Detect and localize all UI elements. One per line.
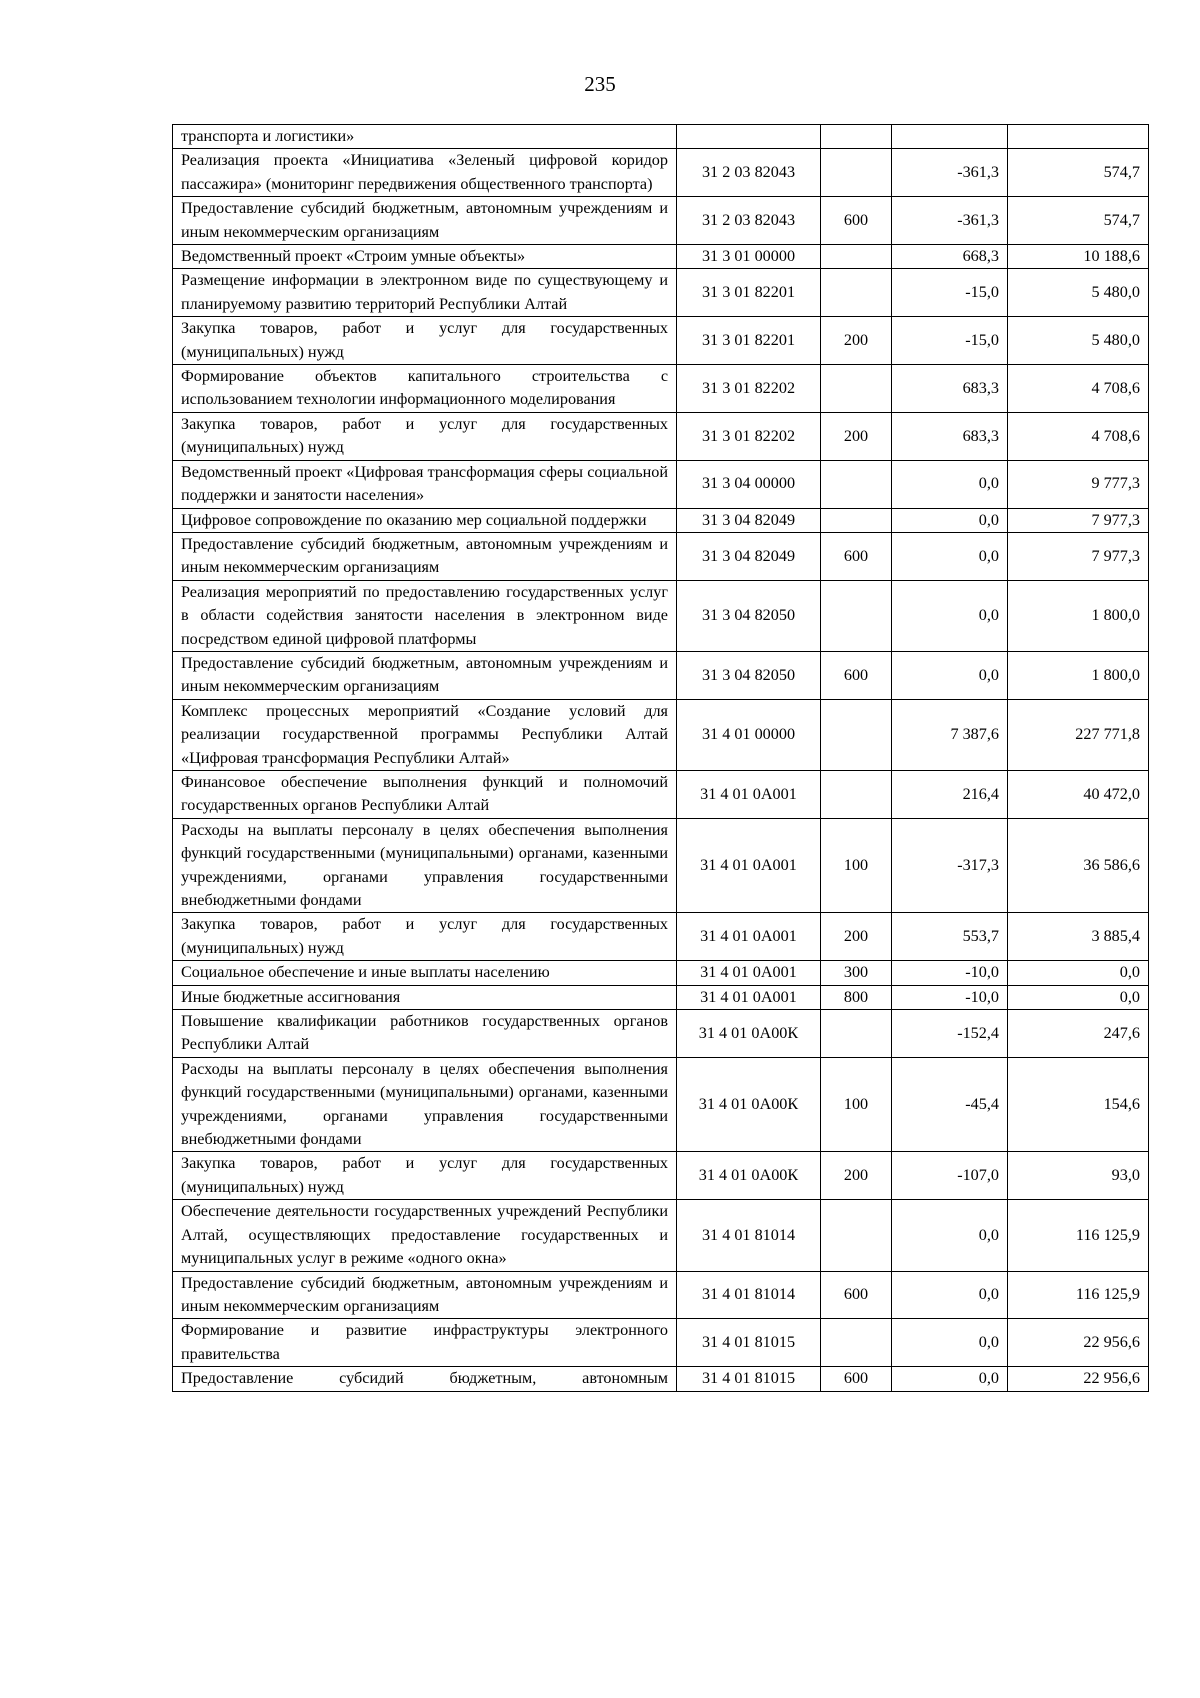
row-total: 154,6 xyxy=(1008,1057,1149,1152)
row-expense-type xyxy=(821,149,892,197)
row-total: 5 480,0 xyxy=(1008,269,1149,317)
row-expense-type: 600 xyxy=(821,532,892,580)
table-row xyxy=(173,961,1149,985)
row-change: 553,7 xyxy=(892,913,1008,961)
row-change: -45,4 xyxy=(892,1057,1008,1152)
row-code: 31 3 04 82050 xyxy=(677,651,821,699)
row-change: 683,3 xyxy=(892,365,1008,413)
row-total: 93,0 xyxy=(1008,1152,1149,1200)
table-row xyxy=(173,149,1149,197)
page-number: 235 xyxy=(584,72,616,96)
row-name: Закупка товаров, работ и услуг для государственных (муниципальных) нужд xyxy=(173,1152,677,1200)
row-name: Ведомственный проект «Строим умные объекты» xyxy=(173,245,677,269)
row-change: 0,0 xyxy=(892,460,1008,508)
row-name: Комплекс процессных мероприятий «Создание условий для реализации государственной программы Республики Алтай «Цифровая трансформация Республики Алтай» xyxy=(173,699,677,770)
row-change: 668,3 xyxy=(892,245,1008,269)
row-code: 31 3 04 82050 xyxy=(677,580,821,651)
row-name: Расходы на выплаты персоналу в целях обеспечения выполнения функций государственными (муниципальными) органами, казенными учреждениями, органами управления государственными внебюджетными фондами xyxy=(173,818,677,913)
row-expense-type xyxy=(821,1319,892,1367)
row-total: 3 885,4 xyxy=(1008,913,1149,961)
row-code: 31 3 04 82049 xyxy=(677,508,821,532)
row-name: Предоставление субсидий бюджетным, автономным учреждениям и иным некоммерческим организациям xyxy=(173,197,677,245)
row-expense-type: 600 xyxy=(821,1367,892,1391)
row-change: -317,3 xyxy=(892,818,1008,913)
row-change: 0,0 xyxy=(892,508,1008,532)
row-name: Повышение квалификации работников государственных органов Республики Алтай xyxy=(173,1010,677,1058)
row-change: -15,0 xyxy=(892,317,1008,365)
table-row xyxy=(173,1200,1149,1271)
row-name: Закупка товаров, работ и услуг для государственных (муниципальных) нужд xyxy=(173,913,677,961)
table-row xyxy=(173,532,1149,580)
row-name: Закупка товаров, работ и услуг для государственных (муниципальных) нужд xyxy=(173,412,677,460)
row-expense-type xyxy=(821,245,892,269)
row-expense-type xyxy=(821,770,892,818)
row-name: Реализация проекта «Инициатива «Зеленый цифровой коридор пассажира» (мониторинг передвижения общественного транспорта) xyxy=(173,149,677,197)
row-total: 9 777,3 xyxy=(1008,460,1149,508)
row-total: 40 472,0 xyxy=(1008,770,1149,818)
row-change: 0,0 xyxy=(892,1200,1008,1271)
row-code: 31 2 03 82043 xyxy=(677,149,821,197)
row-name: Предоставление субсидий бюджетным, автономным учреждениям и иным некоммерческим организациям xyxy=(173,651,677,699)
row-change: -361,3 xyxy=(892,149,1008,197)
row-name: Обеспечение деятельности государственных учреждений Республики Алтай, осуществляющих предоставление государственных и муниципальных услуг в режиме «одного окна» xyxy=(173,1200,677,1271)
row-code: 31 3 01 82202 xyxy=(677,412,821,460)
row-expense-type xyxy=(821,125,892,149)
row-change: -10,0 xyxy=(892,985,1008,1009)
row-code: 31 3 01 82201 xyxy=(677,317,821,365)
row-expense-type: 600 xyxy=(821,651,892,699)
row-code: 31 4 01 0А001 xyxy=(677,818,821,913)
row-total: 22 956,6 xyxy=(1008,1319,1149,1367)
row-total: 1 800,0 xyxy=(1008,651,1149,699)
table-row xyxy=(173,365,1149,413)
row-code: 31 3 01 82201 xyxy=(677,269,821,317)
row-total: 7 977,3 xyxy=(1008,508,1149,532)
row-total: 7 977,3 xyxy=(1008,532,1149,580)
row-expense-type xyxy=(821,580,892,651)
row-change: -10,0 xyxy=(892,961,1008,985)
row-total: 227 771,8 xyxy=(1008,699,1149,770)
table-row xyxy=(173,269,1149,317)
row-expense-type: 300 xyxy=(821,961,892,985)
row-total: 4 708,6 xyxy=(1008,365,1149,413)
row-name: Формирование и развитие инфраструктуры электронного правительства xyxy=(173,1319,677,1367)
row-code: 31 4 01 81015 xyxy=(677,1367,821,1391)
row-name: Финансовое обеспечение выполнения функций и полномочий государственных органов Республики Алтай xyxy=(173,770,677,818)
row-code: 31 4 01 0А001 xyxy=(677,961,821,985)
row-change: -361,3 xyxy=(892,197,1008,245)
table-row xyxy=(173,317,1149,365)
row-expense-type: 200 xyxy=(821,412,892,460)
table-row xyxy=(173,985,1149,1009)
row-name: Цифровое сопровождение по оказанию мер социальной поддержки xyxy=(173,508,677,532)
row-name: Закупка товаров, работ и услуг для государственных (муниципальных) нужд xyxy=(173,317,677,365)
row-change xyxy=(892,125,1008,149)
row-change: 0,0 xyxy=(892,1367,1008,1391)
table-row xyxy=(173,245,1149,269)
table-row xyxy=(173,460,1149,508)
row-code: 31 3 04 00000 xyxy=(677,460,821,508)
budget-table xyxy=(172,124,1149,1392)
row-expense-type: 200 xyxy=(821,317,892,365)
row-code: 31 4 01 81015 xyxy=(677,1319,821,1367)
row-expense-type xyxy=(821,508,892,532)
table-row xyxy=(173,580,1149,651)
row-total: 36 586,6 xyxy=(1008,818,1149,913)
table-row xyxy=(173,1152,1149,1200)
row-change: -15,0 xyxy=(892,269,1008,317)
row-total: 247,6 xyxy=(1008,1010,1149,1058)
row-total: 10 188,6 xyxy=(1008,245,1149,269)
row-expense-type: 100 xyxy=(821,1057,892,1152)
row-name: Размещение информации в электронном виде по существующему и планируемому развитию территорий Республики Алтай xyxy=(173,269,677,317)
budget-table-body xyxy=(173,125,1149,1392)
table-row xyxy=(173,197,1149,245)
row-total: 22 956,6 xyxy=(1008,1367,1149,1391)
row-code: 31 4 01 0А00К xyxy=(677,1010,821,1058)
row-expense-type: 100 xyxy=(821,818,892,913)
row-expense-type: 600 xyxy=(821,1271,892,1319)
table-row xyxy=(173,651,1149,699)
row-code: 31 4 01 81014 xyxy=(677,1271,821,1319)
row-total: 574,7 xyxy=(1008,197,1149,245)
row-code: 31 4 01 00000 xyxy=(677,699,821,770)
row-expense-type: 200 xyxy=(821,913,892,961)
row-total: 5 480,0 xyxy=(1008,317,1149,365)
row-total: 574,7 xyxy=(1008,149,1149,197)
row-expense-type xyxy=(821,699,892,770)
row-code xyxy=(677,125,821,149)
table-row xyxy=(173,770,1149,818)
row-total: 4 708,6 xyxy=(1008,412,1149,460)
row-name: Предоставление субсидий бюджетным, автономным xyxy=(173,1367,677,1391)
row-change: 0,0 xyxy=(892,1271,1008,1319)
table-row xyxy=(173,412,1149,460)
row-change: 0,0 xyxy=(892,580,1008,651)
row-change: -152,4 xyxy=(892,1010,1008,1058)
row-code: 31 3 04 82049 xyxy=(677,532,821,580)
table-row xyxy=(173,818,1149,913)
row-total: 0,0 xyxy=(1008,961,1149,985)
row-name: Иные бюджетные ассигнования xyxy=(173,985,677,1009)
row-expense-type xyxy=(821,1010,892,1058)
row-name: Ведомственный проект «Цифровая трансформация сферы социальной поддержки и занятости населения» xyxy=(173,460,677,508)
table-row xyxy=(173,1367,1149,1391)
table-row xyxy=(173,1010,1149,1058)
row-code: 31 2 03 82043 xyxy=(677,197,821,245)
row-code: 31 3 01 00000 xyxy=(677,245,821,269)
row-name: Социальное обеспечение и иные выплаты населению xyxy=(173,961,677,985)
row-expense-type xyxy=(821,1200,892,1271)
row-name: транспорта и логистики» xyxy=(173,125,677,149)
row-code: 31 4 01 0А001 xyxy=(677,913,821,961)
table-row xyxy=(173,913,1149,961)
row-code: 31 4 01 0А001 xyxy=(677,985,821,1009)
row-name: Формирование объектов капитального строительства с использованием технологии информационного моделирования xyxy=(173,365,677,413)
row-expense-type xyxy=(821,460,892,508)
row-name: Реализация мероприятий по предоставлению государственных услуг в области содействия занятости населения в электронном виде посредством единой цифровой платформы xyxy=(173,580,677,651)
row-expense-type xyxy=(821,269,892,317)
row-total: 1 800,0 xyxy=(1008,580,1149,651)
row-change: -107,0 xyxy=(892,1152,1008,1200)
row-change: 0,0 xyxy=(892,1319,1008,1367)
table-row xyxy=(173,508,1149,532)
row-code: 31 4 01 81014 xyxy=(677,1200,821,1271)
row-total: 116 125,9 xyxy=(1008,1200,1149,1271)
row-total: 116 125,9 xyxy=(1008,1271,1149,1319)
row-total: 0,0 xyxy=(1008,985,1149,1009)
table-row xyxy=(173,1057,1149,1152)
table-row xyxy=(173,1319,1149,1367)
row-code: 31 4 01 0А00К xyxy=(677,1152,821,1200)
row-change: 683,3 xyxy=(892,412,1008,460)
row-code: 31 4 01 0А001 xyxy=(677,770,821,818)
row-code: 31 4 01 0А00К xyxy=(677,1057,821,1152)
row-expense-type: 600 xyxy=(821,197,892,245)
row-name: Расходы на выплаты персоналу в целях обеспечения выполнения функций государственными (муниципальными) органами, казенными учреждениями, органами управления государственными внебюджетными фондами xyxy=(173,1057,677,1152)
row-change: 0,0 xyxy=(892,532,1008,580)
row-change: 216,4 xyxy=(892,770,1008,818)
row-name: Предоставление субсидий бюджетным, автономным учреждениям и иным некоммерческим организациям xyxy=(173,1271,677,1319)
row-change: 7 387,6 xyxy=(892,699,1008,770)
table-row xyxy=(173,125,1149,149)
row-change: 0,0 xyxy=(892,651,1008,699)
row-expense-type: 800 xyxy=(821,985,892,1009)
row-expense-type: 200 xyxy=(821,1152,892,1200)
table-row xyxy=(173,1271,1149,1319)
table-row xyxy=(173,699,1149,770)
row-expense-type xyxy=(821,365,892,413)
row-total xyxy=(1008,125,1149,149)
row-name: Предоставление субсидий бюджетным, автономным учреждениям и иным некоммерческим организациям xyxy=(173,532,677,580)
row-code: 31 3 01 82202 xyxy=(677,365,821,413)
